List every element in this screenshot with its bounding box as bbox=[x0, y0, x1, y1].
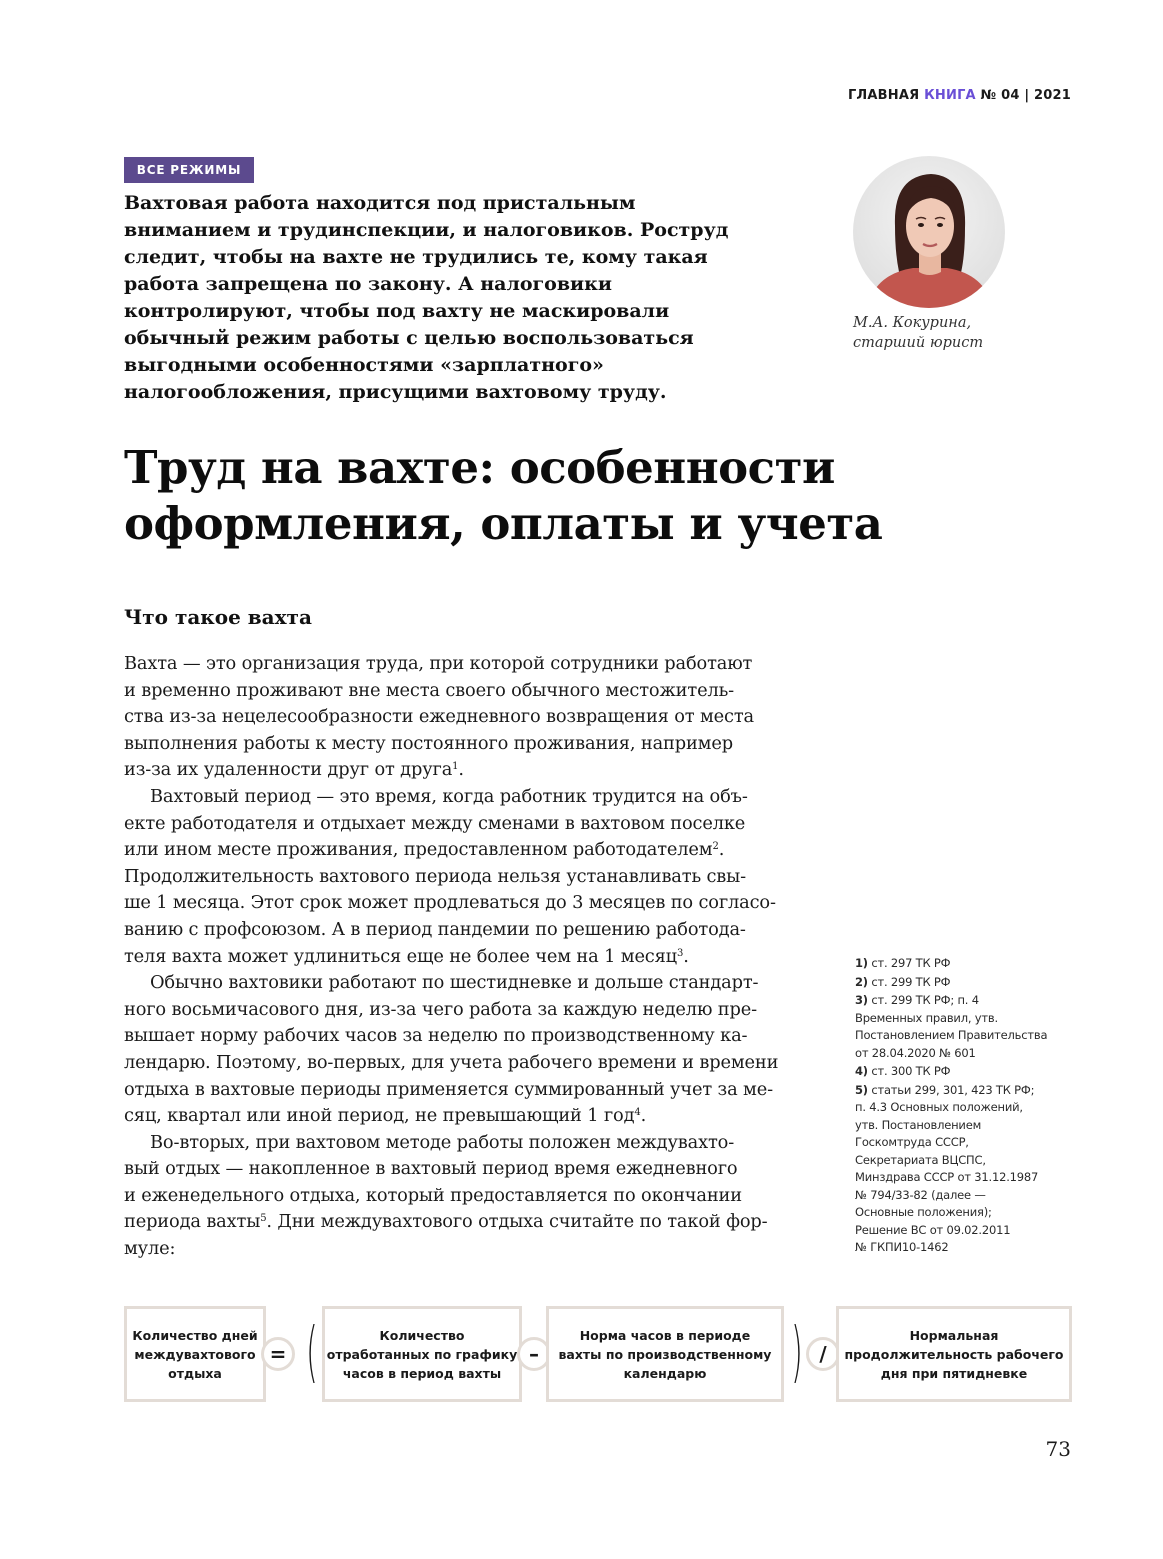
formula-box-worked-hours: Количество отработанных по графику часов в период вахты bbox=[322, 1306, 522, 1402]
body-line: Вахта — это организация труда, при которой сотрудники работают bbox=[124, 653, 753, 674]
body-line: ше 1 месяца. Этот срок может продлеваться до 3 месяцев по согласо- bbox=[124, 892, 776, 914]
body-line: периода вахты$^5$. Дни междувахтового отдыха считайте по такой фор- bbox=[124, 1211, 768, 1233]
body-line: Вахтовый период — это время, когда работник трудится на объ- bbox=[150, 785, 748, 807]
lead-line: работа запрещена по закону. А налоговики bbox=[124, 273, 612, 295]
body-line: Продолжительность вахтового периода нельзя устанавливать свы- bbox=[124, 865, 747, 887]
lead-line: следит, чтобы на вахте не трудились те, кому такая bbox=[124, 246, 708, 268]
author-portrait bbox=[853, 156, 1005, 308]
body-line: выполнения работы к месту постоянного проживания, например bbox=[124, 732, 733, 754]
lead-line: обычный режим работы с целью воспользоваться bbox=[124, 327, 694, 349]
author-name: М.А. Кокурина, bbox=[853, 315, 972, 331]
formula-box-rest-days: Количество дней междувахтового отдыха bbox=[124, 1306, 266, 1402]
article-body bbox=[124, 651, 806, 1263]
body-line: лендарю. Поэтому, во-первых, для учета рабочего времени и времени bbox=[124, 1051, 779, 1073]
footnote-ref: 5 bbox=[260, 1213, 267, 1225]
footnote: 5) статьи 299, 301, 423 ТК РФ; п. 4.3 Основных положений, утв. Постановлением Госкомтруда СССР, Секретариата ВЦСПС, Минздрава СССР от 31.12.1987 № 794/33-82 (далее — Основные положения); Решение ВС от 09.02.2011 № ГКПИ10-1462 bbox=[855, 1082, 1039, 1254]
close-parenthesis: ) bbox=[791, 1313, 803, 1390]
divide-operator: / bbox=[806, 1337, 840, 1371]
footnote: 4) ст. 300 ТК РФ bbox=[855, 1064, 951, 1078]
brand-part1: ГЛАВНАЯ bbox=[847, 88, 920, 103]
section-heading: Что такое вахта bbox=[124, 605, 312, 629]
body-line: ства из-за нецелесообразности ежедневного возвращения от места bbox=[124, 706, 754, 728]
footnotes bbox=[855, 955, 1075, 1258]
body-line: из-за их удаленности друг от друга$^1$. bbox=[124, 759, 464, 781]
body-line: ного восьмичасового дня, из-за чего работа за каждую неделю пре- bbox=[124, 998, 757, 1020]
body-line: вышает норму рабочих часов за неделю по производственному ка- bbox=[124, 1025, 748, 1047]
body-line: и временно проживают вне места своего обычного местожитель- bbox=[124, 679, 734, 701]
title-line: оформления, оплаты и учета bbox=[124, 497, 883, 550]
body-line: и еженедельного отдыха, который предоставляется по окончании bbox=[124, 1184, 742, 1206]
body-line: муле: bbox=[124, 1238, 176, 1260]
body-line: вый отдых — накопленное в вахтовый период время ежедневного bbox=[124, 1158, 738, 1180]
lead-paragraph bbox=[124, 190, 764, 406]
footnote: 3) ст. 299 ТК РФ; п. 4 Временных правил, утв. Постановлением Правительства от 28.04.2020 № 601 bbox=[855, 993, 1048, 1060]
body-line: отдыха в вахтовые периоды применяется суммированный учет за ме- bbox=[124, 1078, 773, 1100]
formula-box-norm-hours: Норма часов в периоде вахты по производственному календарю bbox=[546, 1306, 784, 1402]
body-line: теля вахта может удлиниться еще не более чем на 1 месяц$^3$. bbox=[124, 945, 689, 967]
open-parenthesis: ( bbox=[306, 1313, 318, 1390]
page-number: 73 bbox=[1045, 1437, 1071, 1461]
lead-line: Вахтовая работа находится под пристальным bbox=[124, 192, 636, 214]
lead-line: вниманием и трудинспекции, и налоговиков. Роструд bbox=[124, 219, 729, 241]
body-line: екте работодателя и отдыхает между сменами в вахтовом поселке bbox=[124, 812, 746, 834]
author-position: старший юрист bbox=[853, 335, 984, 351]
body-line: Во-вторых, при вахтовом методе работы положен междувахто- bbox=[150, 1131, 735, 1153]
body-line: сяц, квартал или иной период, не превышающий 1 год$^4$. bbox=[124, 1105, 647, 1127]
body-line: Обычно вахтовики работают по шестидневке и дольше стандарт- bbox=[150, 972, 759, 994]
footnote-ref: 3 bbox=[676, 947, 684, 959]
title-line: Труд на вахте: особенности bbox=[124, 441, 835, 494]
body-line: или ином месте проживания, предоставленном работодателем$^2$. bbox=[124, 839, 725, 861]
lead-line: налогообложения, присущими вахтовому труду. bbox=[124, 381, 667, 403]
minus-operator: – bbox=[517, 1337, 551, 1371]
lead-line: выгодными особенностями «зарплатного» bbox=[124, 354, 604, 376]
footnote-ref: 2 bbox=[712, 841, 719, 853]
article-title bbox=[124, 440, 1024, 552]
rubric-badge: ВСЕ РЕЖИМЫ bbox=[124, 157, 254, 183]
footnote-ref: 1 bbox=[452, 761, 459, 773]
lead-line: контролируют, чтобы под вахту не маскировали bbox=[124, 300, 670, 322]
brand-part2: КНИГА bbox=[924, 88, 976, 103]
masthead bbox=[848, 88, 1071, 103]
formula-box-normal-day: Нормальная продолжительность рабочего дня при пятидневке bbox=[836, 1306, 1072, 1402]
formula-diagram bbox=[124, 1306, 1072, 1402]
footnote-ref: 4 bbox=[634, 1107, 641, 1119]
footnote: 1) ст. 297 ТК РФ bbox=[855, 956, 951, 970]
body-line: ванию с профсоюзом. А в период пандемии по решению работода- bbox=[124, 918, 746, 940]
author-caption bbox=[853, 313, 983, 353]
footnote: 2) ст. 299 ТК РФ bbox=[855, 974, 951, 989]
issue-number: № 04 | 2021 bbox=[980, 88, 1071, 103]
equals-operator: = bbox=[261, 1337, 295, 1371]
